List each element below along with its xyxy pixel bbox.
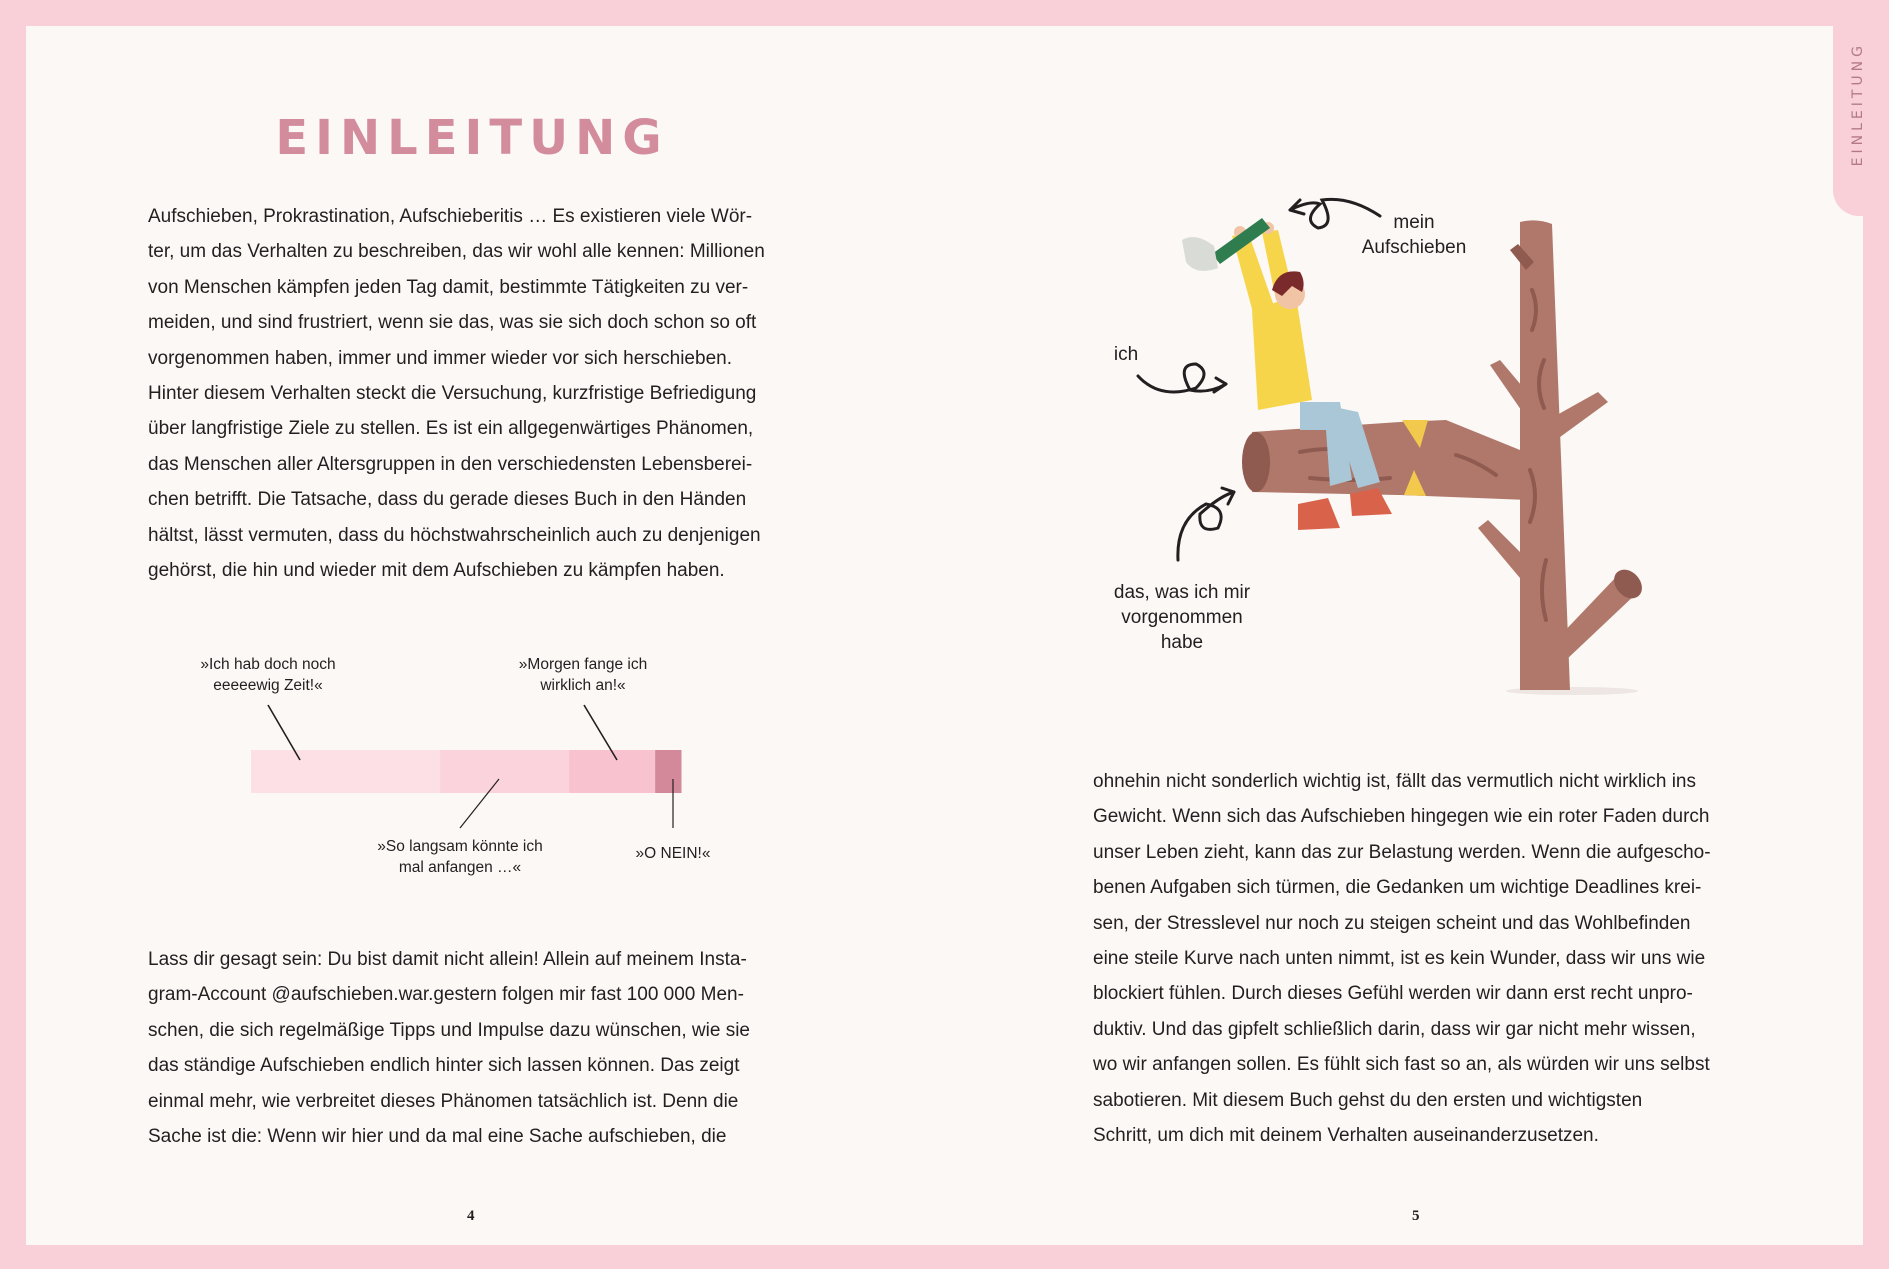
text-line: blockiert fühlen. Durch dieses Gefühl werden wir dann erst recht unpro- (1093, 983, 1693, 1005)
person-shirt (1252, 296, 1312, 410)
text-line: vorgenommen haben, immer und immer wieder vor sich herschieben. (148, 347, 732, 369)
continuation-paragraph (1093, 764, 1753, 1153)
text-line: einmal mehr, wie verbreitet dieses Phänomen tatsächlich ist. Denn die (148, 1090, 739, 1112)
arrow-to-branch (1178, 492, 1234, 560)
quote-line: »Morgen fange ich (518, 656, 648, 673)
text-line: Aufschieben, Prokrastination, Aufschieberitis … Es existieren viele Wör- (148, 206, 753, 227)
quote-line: wirklich an!« (540, 677, 626, 694)
arrowhead (1214, 378, 1226, 392)
text-line: ohnehin nicht sonderlich wichtig ist, fällt das vermutlich nicht wirklich ins (1093, 771, 1696, 792)
label-line: ich (1113, 344, 1139, 365)
quote-line: eeeeewig Zeit!« (213, 677, 323, 694)
label-line: Aufschieben (1361, 237, 1467, 258)
text-line: gram-Account @aufschieben.war.gestern folgen mir fast 100 000 Men- (148, 984, 744, 1006)
page-number-right: 5 (1412, 1208, 1420, 1224)
text-line: unser Leben zieht, kann das zur Belastung werden. Wenn die aufgescho- (1093, 841, 1711, 863)
text-line: von Menschen kämpfen jeden Tag damit, bestimmte Tätigkeiten zu ver- (148, 276, 749, 298)
text-line: Lass dir gesagt sein: Du bist damit nicht allein! Allein auf meinem Insta- (148, 949, 747, 970)
chapter-tab-label: EINLEITUNG (1850, 42, 1866, 167)
text-line: meiden, und sind frustriert, wenn sie das, was sie sich doch schon so oft (148, 312, 757, 334)
text-line: eine steile Kurve nach unten nimmt, ist es kein Wunder, dass wir uns wie (1093, 948, 1706, 970)
text-line: wo wir anfangen sollen. Es fühlt sich fast so an, als würden wir uns selbst (1093, 1054, 1710, 1076)
label-line: vorgenommen (1121, 607, 1243, 628)
page-number-left: 4 (467, 1208, 475, 1224)
text-line: chen betrifft. Die Tatsache, dass du gerade dieses Buch in den Händen (148, 489, 747, 511)
quote-line: »Ich hab doch noch (200, 656, 336, 673)
axe-head (1182, 237, 1218, 271)
label-me (1108, 342, 1144, 367)
text-line: Gewicht. Wenn sich das Aufschieben hingegen wie ein roter Faden durch (1093, 806, 1710, 828)
text-line: das ständige Aufschieben endlich hinter sich lassen können. Das zeigt (148, 1055, 740, 1077)
text-line: ter, um das Verhalten zu beschreiben, das wir wohl alle kennen: Millionen (148, 241, 765, 263)
text-line: das Menschen aller Altersgruppen in den verschiedensten Lebensberei- (148, 453, 753, 475)
label-line: das, was ich mir (1113, 582, 1251, 603)
quote-line: »O NEIN!« (635, 845, 711, 862)
text-line: hältst, lässt vermuten, dass du höchstwahrscheinlich auch zu denjenigen (148, 524, 761, 546)
text-line: Sache ist die: Wenn wir hier und da mal eine Sache aufschieben, die (148, 1126, 727, 1148)
text-line: duktiv. Und das gipfelt schließlich darin, dass wir gar nicht mehr wissen, (1093, 1018, 1696, 1040)
text-line: sabotieren. Mit diesem Buch gehst du den ersten und wichtigsten (1093, 1089, 1643, 1111)
text-line: sen, der Stresslevel nur noch zu steigen scheint und das Wohlbefinden (1093, 912, 1691, 934)
text-line: benen Aufgaben sich türmen, die Gedanken um wichtige Deadlines krei- (1093, 877, 1702, 899)
label-line: mein (1393, 212, 1435, 233)
label-what-i-planned (1098, 580, 1266, 655)
text-line: Hinter diesem Verhalten steckt die Versuchung, kurzfristige Befriedigung (148, 383, 757, 405)
sitting-branch (1252, 420, 1528, 500)
person-shoe (1298, 498, 1340, 530)
text-line: schen, die sich regelmäßige Tipps und Impulse dazu wünschen, wie sie (148, 1019, 750, 1041)
text-line: Schritt, um dich mit deinem Verhalten auseinanderzusetzen. (1093, 1125, 1599, 1147)
label-my-procrastination (1352, 210, 1476, 260)
arrow-to-person (1138, 364, 1226, 392)
label-line: habe (1160, 632, 1204, 653)
quote-line: mal anfangen …« (398, 859, 522, 876)
text-line: über langfristige Ziele zu stellen. Es ist ein allgegenwärtiges Phänomen, (148, 418, 754, 440)
text-line: gehörst, die hin und wieder mit dem Aufschieben zu kämpfen haben. (148, 560, 725, 582)
chapter-heading: EINLEITUNG (275, 110, 669, 166)
quote-line: »So langsam könnte ich (377, 838, 543, 855)
log-end (1242, 432, 1270, 492)
